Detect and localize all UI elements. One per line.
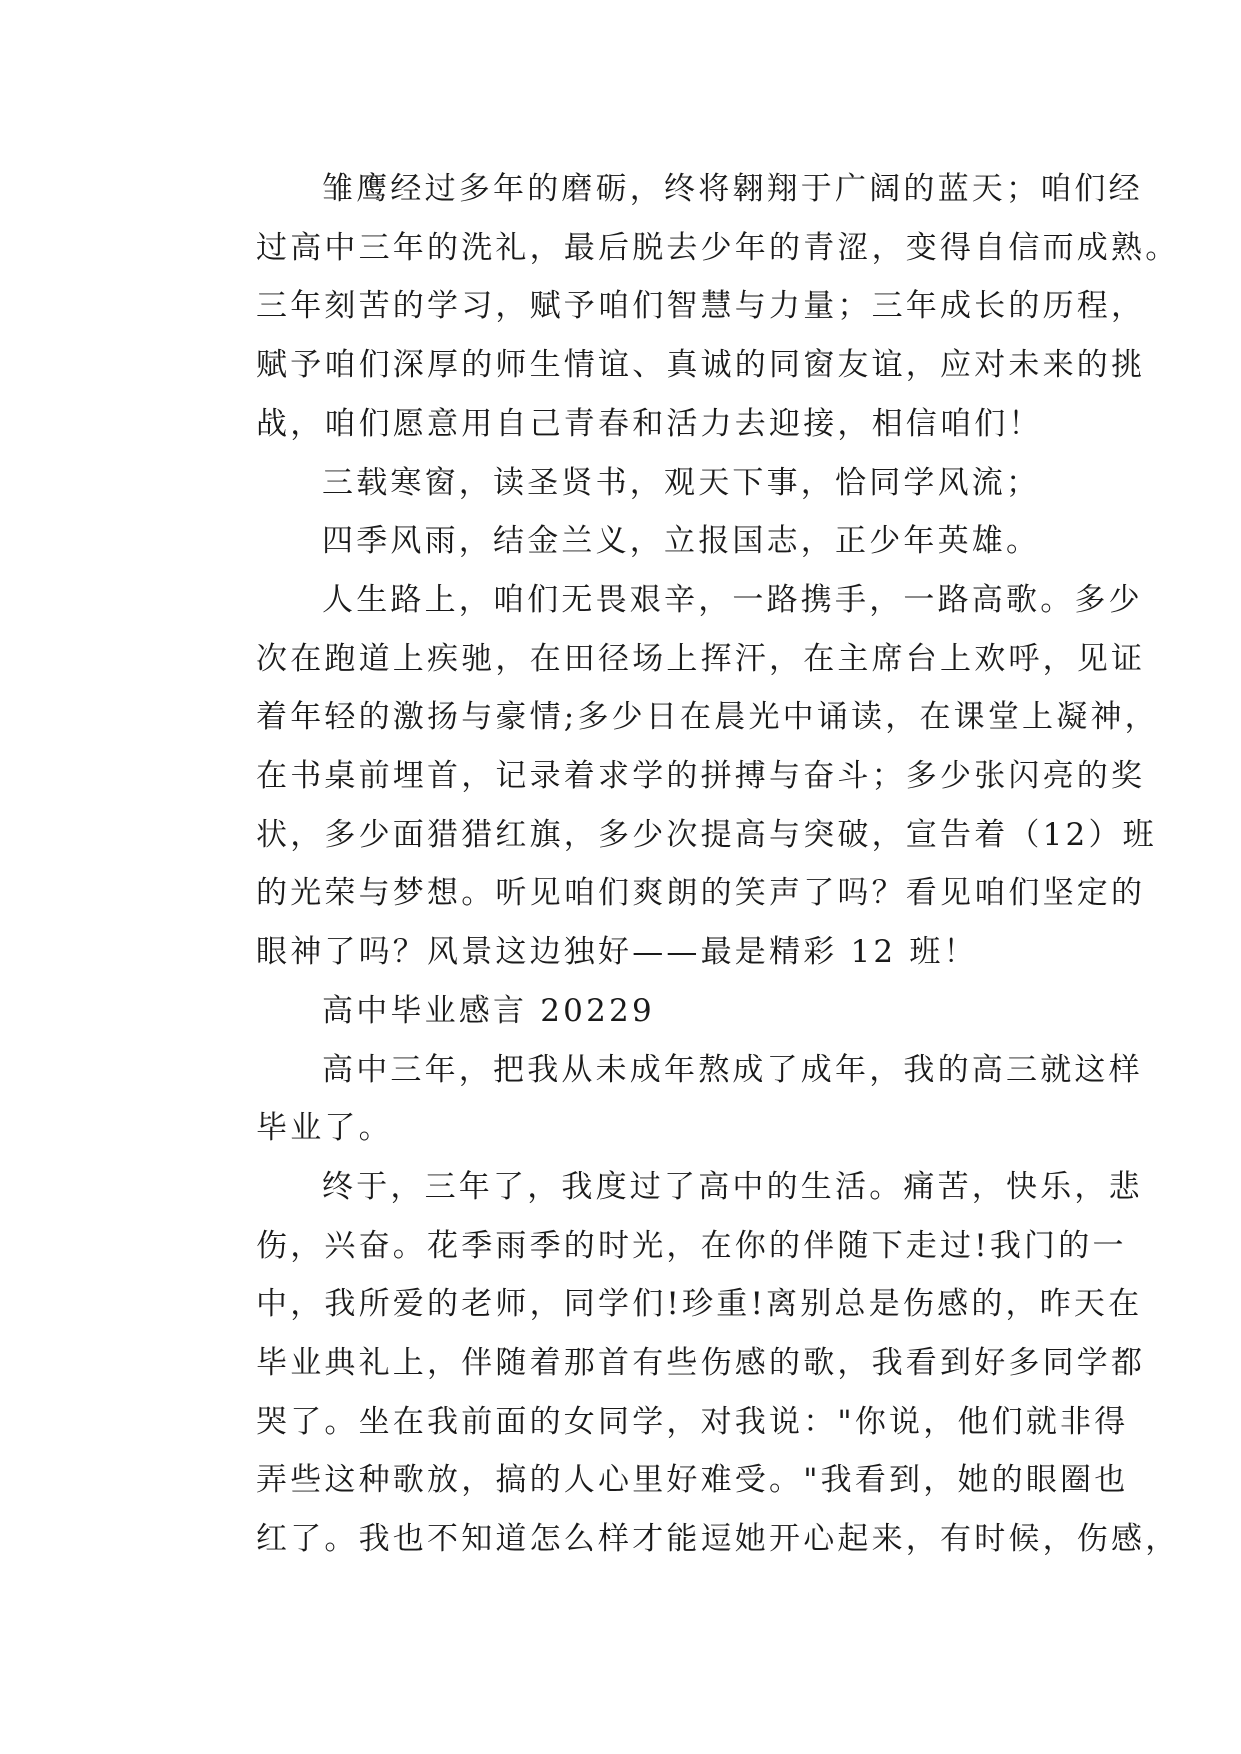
text-line: 毕业了。: [256, 1110, 393, 1147]
text-line: 人生路上，咱们无畏艰辛，一路携手，一路高歌。多少: [322, 581, 1143, 618]
text-line: 红了。我也不知道怎么样才能逗她开心起来，有时候，伤感，: [256, 1521, 1180, 1558]
text-line: 伤，兴奋。花季雨季的时光，在你的伴随下走过!我门的一: [256, 1227, 1127, 1264]
text-line: 过高中三年的洗礼，最后脱去少年的青涩，变得自信而成熟。: [256, 229, 1180, 266]
paragraph-three-years: [190, 1041, 1143, 1158]
text-line: 毕业典礼上，伴随着那首有些伤感的歌，我看到好多同学都: [256, 1345, 1146, 1382]
text-line: 雏鹰经过多年的磨砺，终将翱翔于广阔的蓝天；咱们经: [322, 171, 1143, 207]
paragraph-couplet-2: [190, 512, 1070, 571]
paragraph-eagle: [190, 160, 1180, 454]
paragraph-life-road: [190, 571, 1159, 982]
text-line: 的光荣与梦想。听见咱们爽朗的笑声了吗？看见咱们坚定的: [256, 875, 1146, 912]
text-line: 状，多少面猎猎红旗，多少次提高与突破，宣告着（12）班: [256, 816, 1157, 853]
section-heading: [190, 982, 1070, 1041]
text-line: 战，咱们愿意用自己青春和活力去迎接，相信咱们！: [256, 405, 1043, 442]
text-line: 次在跑道上疾驰，在田径场上挥汗，在主席台上欢呼，见证: [256, 640, 1146, 677]
text-line: 赋予咱们深厚的师生情谊、真诚的同窗友谊，应对未来的挑: [256, 347, 1146, 384]
section-title: 高中毕业感言 20229: [322, 992, 655, 1029]
text-line: 三年刻苦的学习，赋予咱们智慧与力量；三年成长的历程，: [256, 288, 1146, 325]
document-body: [190, 160, 1180, 1569]
text-line: 中，我所爱的老师，同学们!珍重!离别总是伤感的，昨天在: [256, 1286, 1143, 1323]
text-line: 弄些这种歌放，搞的人心里好难受。"我看到，她的眼圈也: [256, 1462, 1129, 1499]
text-line: 眼神了吗？风景这边独好——最是精彩 12 班！: [256, 934, 978, 971]
text-line: 终于，三年了，我度过了高中的生活。痛苦，快乐，悲: [322, 1168, 1143, 1205]
paragraph-finally: [190, 1158, 1180, 1569]
text-line: 四季风雨，结金兰义，立报国志，正少年英雄。: [322, 523, 1041, 560]
text-line: 着年轻的激扬与豪情;多少日在晨光中诵读，在课堂上凝神，: [256, 699, 1159, 736]
paragraph-couplet-1: [190, 454, 1070, 513]
text-line: 哭了。坐在我前面的女同学，对我说："你说，他们就非得: [256, 1403, 1129, 1440]
text-line: 在书桌前埋首，记录着求学的拼搏与奋斗；多少张闪亮的奖: [256, 758, 1146, 795]
text-line: 三载寒窗，读圣贤书，观天下事，恰同学风流；: [322, 464, 1041, 501]
text-line: 高中三年，把我从未成年熬成了成年，我的高三就这样: [322, 1051, 1143, 1088]
